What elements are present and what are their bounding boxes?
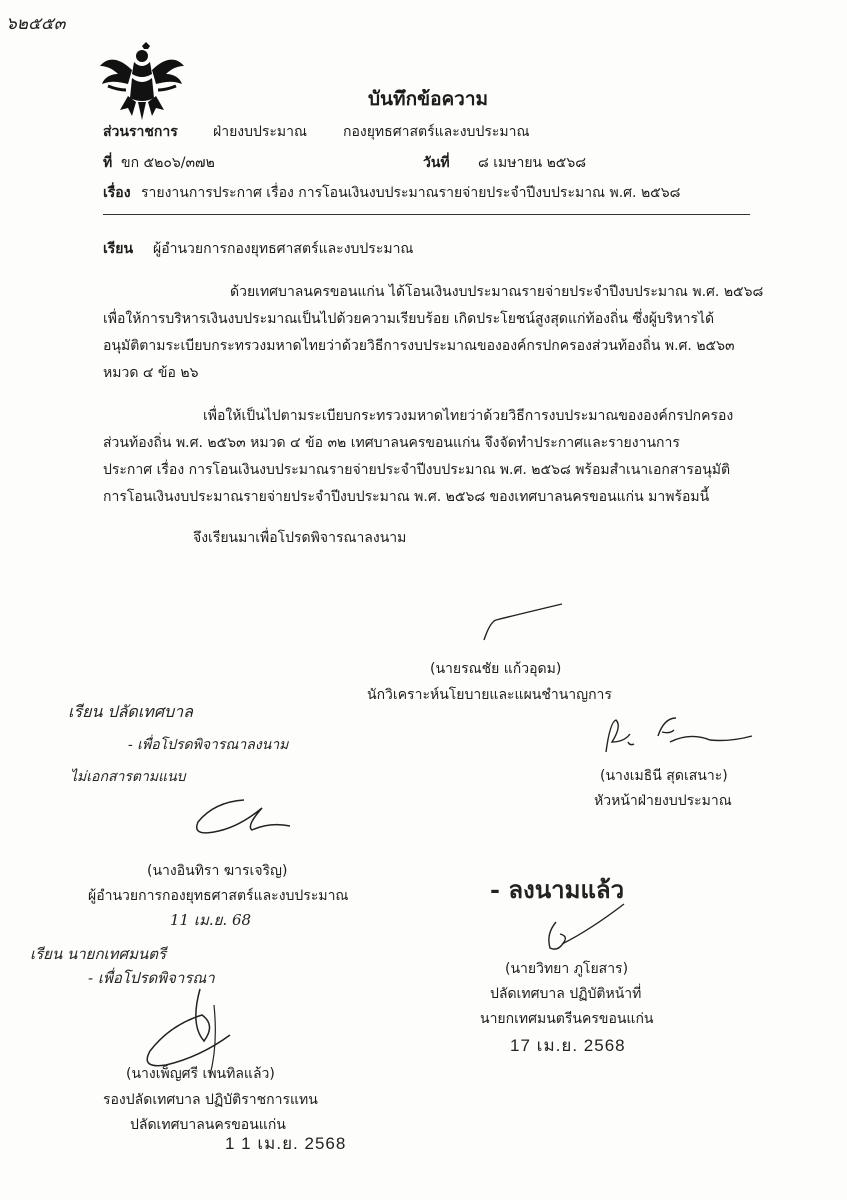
subject-label: เรื่อง xyxy=(103,185,131,201)
signer3-position: ผู้อำนวยการกองยุทธศาสตร์และงบประมาณ xyxy=(88,888,349,904)
para2-line4: การโอนเงินงบประมาณรายจ่ายประจำปีงบประมาณ พ.ศ. ๒๕๖๘ ของเทศบาลนครขอนแก่น มาพร้อมนี้ xyxy=(103,489,710,505)
ref-label: ที่ xyxy=(103,155,113,171)
ref-value: ขก ๕๒๐๖/๓๗๒ xyxy=(121,155,215,171)
memo-title: บันทึกข้อความ xyxy=(368,88,489,110)
note-left-line2: - เพื่อโปรดพิจารณาลงนาม xyxy=(128,737,289,753)
signer4-position2: นายกเทศมนตรีนครขอนแก่น xyxy=(480,1011,654,1027)
signer5-position1: รองปลัดเทศบาล ปฏิบัติราชการแทน xyxy=(103,1092,318,1108)
signer5-position2: ปลัดเทศบาลนครขอนแก่น xyxy=(130,1117,286,1133)
para2-line2: ส่วนท้องถิ่น พ.ศ. ๒๕๖๓ หมวด ๔ ข้อ ๓๒ เทศบาลนครขอนแก่น จึงจัดทำประกาศและรายงานการ xyxy=(103,435,680,451)
subject-value: รายงานการประกาศ เรื่อง การโอนเงินงบประมาณรายจ่ายประจำปีงบประมาณ พ.ศ. ๒๕๖๘ xyxy=(141,185,681,201)
signature-2 xyxy=(600,712,760,762)
signer5-date-stamp: 1 1 เม.ย. 2568 xyxy=(225,1134,347,1153)
signer1-position: นักวิเคราะห์นโยบายและแผนชำนาญการ xyxy=(367,687,612,703)
signature-3 xyxy=(186,792,296,842)
agency-value-1: ฝ่ายงบประมาณ xyxy=(213,124,307,140)
signature-4 xyxy=(540,900,630,955)
agency-label: ส่วนราชการ xyxy=(103,124,178,140)
signer2-position: หัวหน้าฝ่ายงบประมาณ xyxy=(594,793,732,809)
para1-line1: ด้วยเทศบาลนครขอนแก่น ได้โอนเงินงบประมาณรายจ่ายประจำปีงบประมาณ พ.ศ. ๒๕๖๘ xyxy=(230,284,764,300)
note-left2-line2: - เพื่อโปรดพิจารณา xyxy=(88,969,215,987)
para2-line1: เพื่อให้เป็นไปตามระเบียบกระทรวงมหาดไทยว่าด้วยวิธีการงบประมาณขององค์กรปกครอง xyxy=(203,408,734,424)
garuda-emblem xyxy=(98,40,186,122)
date-value: ๘ เมษายน ๒๕๖๘ xyxy=(478,155,587,171)
signer3-date: 11 เม.ย. 68 xyxy=(170,911,252,929)
para1-line4: หมวด ๔ ข้อ ๒๖ xyxy=(103,365,199,381)
signature-1 xyxy=(480,600,570,645)
signed-note: - ลงนามแล้ว xyxy=(490,875,625,904)
signer2-name: (นางเมธินี สุดเสนาะ) xyxy=(600,768,728,784)
to-value: ผู้อำนวยการกองยุทธศาสตร์และงบประมาณ xyxy=(153,241,414,257)
para2-line3: ประกาศ เรื่อง การโอนเงินงบประมาณรายจ่ายประจำปีงบประมาณ พ.ศ. ๒๕๖๘ พร้อมสำเนาเอกสารอนุมัติ xyxy=(103,462,731,478)
signer4-date-stamp: 17 เม.ย. 2568 xyxy=(510,1036,626,1055)
date-label: วันที่ xyxy=(423,155,450,171)
to-label: เรียน xyxy=(103,241,134,257)
note-left2-line1: เรียน นายกเทศมนตรี xyxy=(30,945,167,963)
closing-line: จึงเรียนมาเพื่อโปรดพิจารณาลงนาม xyxy=(193,530,407,546)
corner-note: ๖๒๕๕๓ xyxy=(6,14,66,34)
para1-line2: เพื่อให้การบริหารเงินงบประมาณเป็นไปด้วยความเรียบร้อย เกิดประโยชน์สูงสุดแก่ท้องถิ่น ซึ่งผู้บริหารได้ xyxy=(103,311,715,327)
note-left-line1: เรียน ปลัดเทศบาล xyxy=(68,702,193,721)
signer5-name: (นางเพ็ญศรี เพนทิลแล้ว) xyxy=(126,1066,275,1082)
header-divider xyxy=(103,214,750,215)
signer4-name: (นายวิทยา ภูโยสาร) xyxy=(505,961,629,977)
note-left-line3: ไม่เอกสารตามแนบ xyxy=(70,769,186,785)
para1-line3: อนุมัติตามระเบียบกระทรวงมหาดไทยว่าด้วยวิธีการงบประมาณขององค์กรปกครองส่วนท้องถิ่น พ.ศ. ๒๕๖๓ xyxy=(103,338,735,354)
signer1-name: (นายรณชัย แก้วอุดม) xyxy=(430,661,562,677)
agency-value-2: กองยุทธศาสตร์และงบประมาณ xyxy=(343,124,530,140)
signer3-name: (นางอินทิรา ฆารเจริญ) xyxy=(147,863,288,879)
signer4-position1: ปลัดเทศบาล ปฏิบัติหน้าที่ xyxy=(490,986,642,1002)
